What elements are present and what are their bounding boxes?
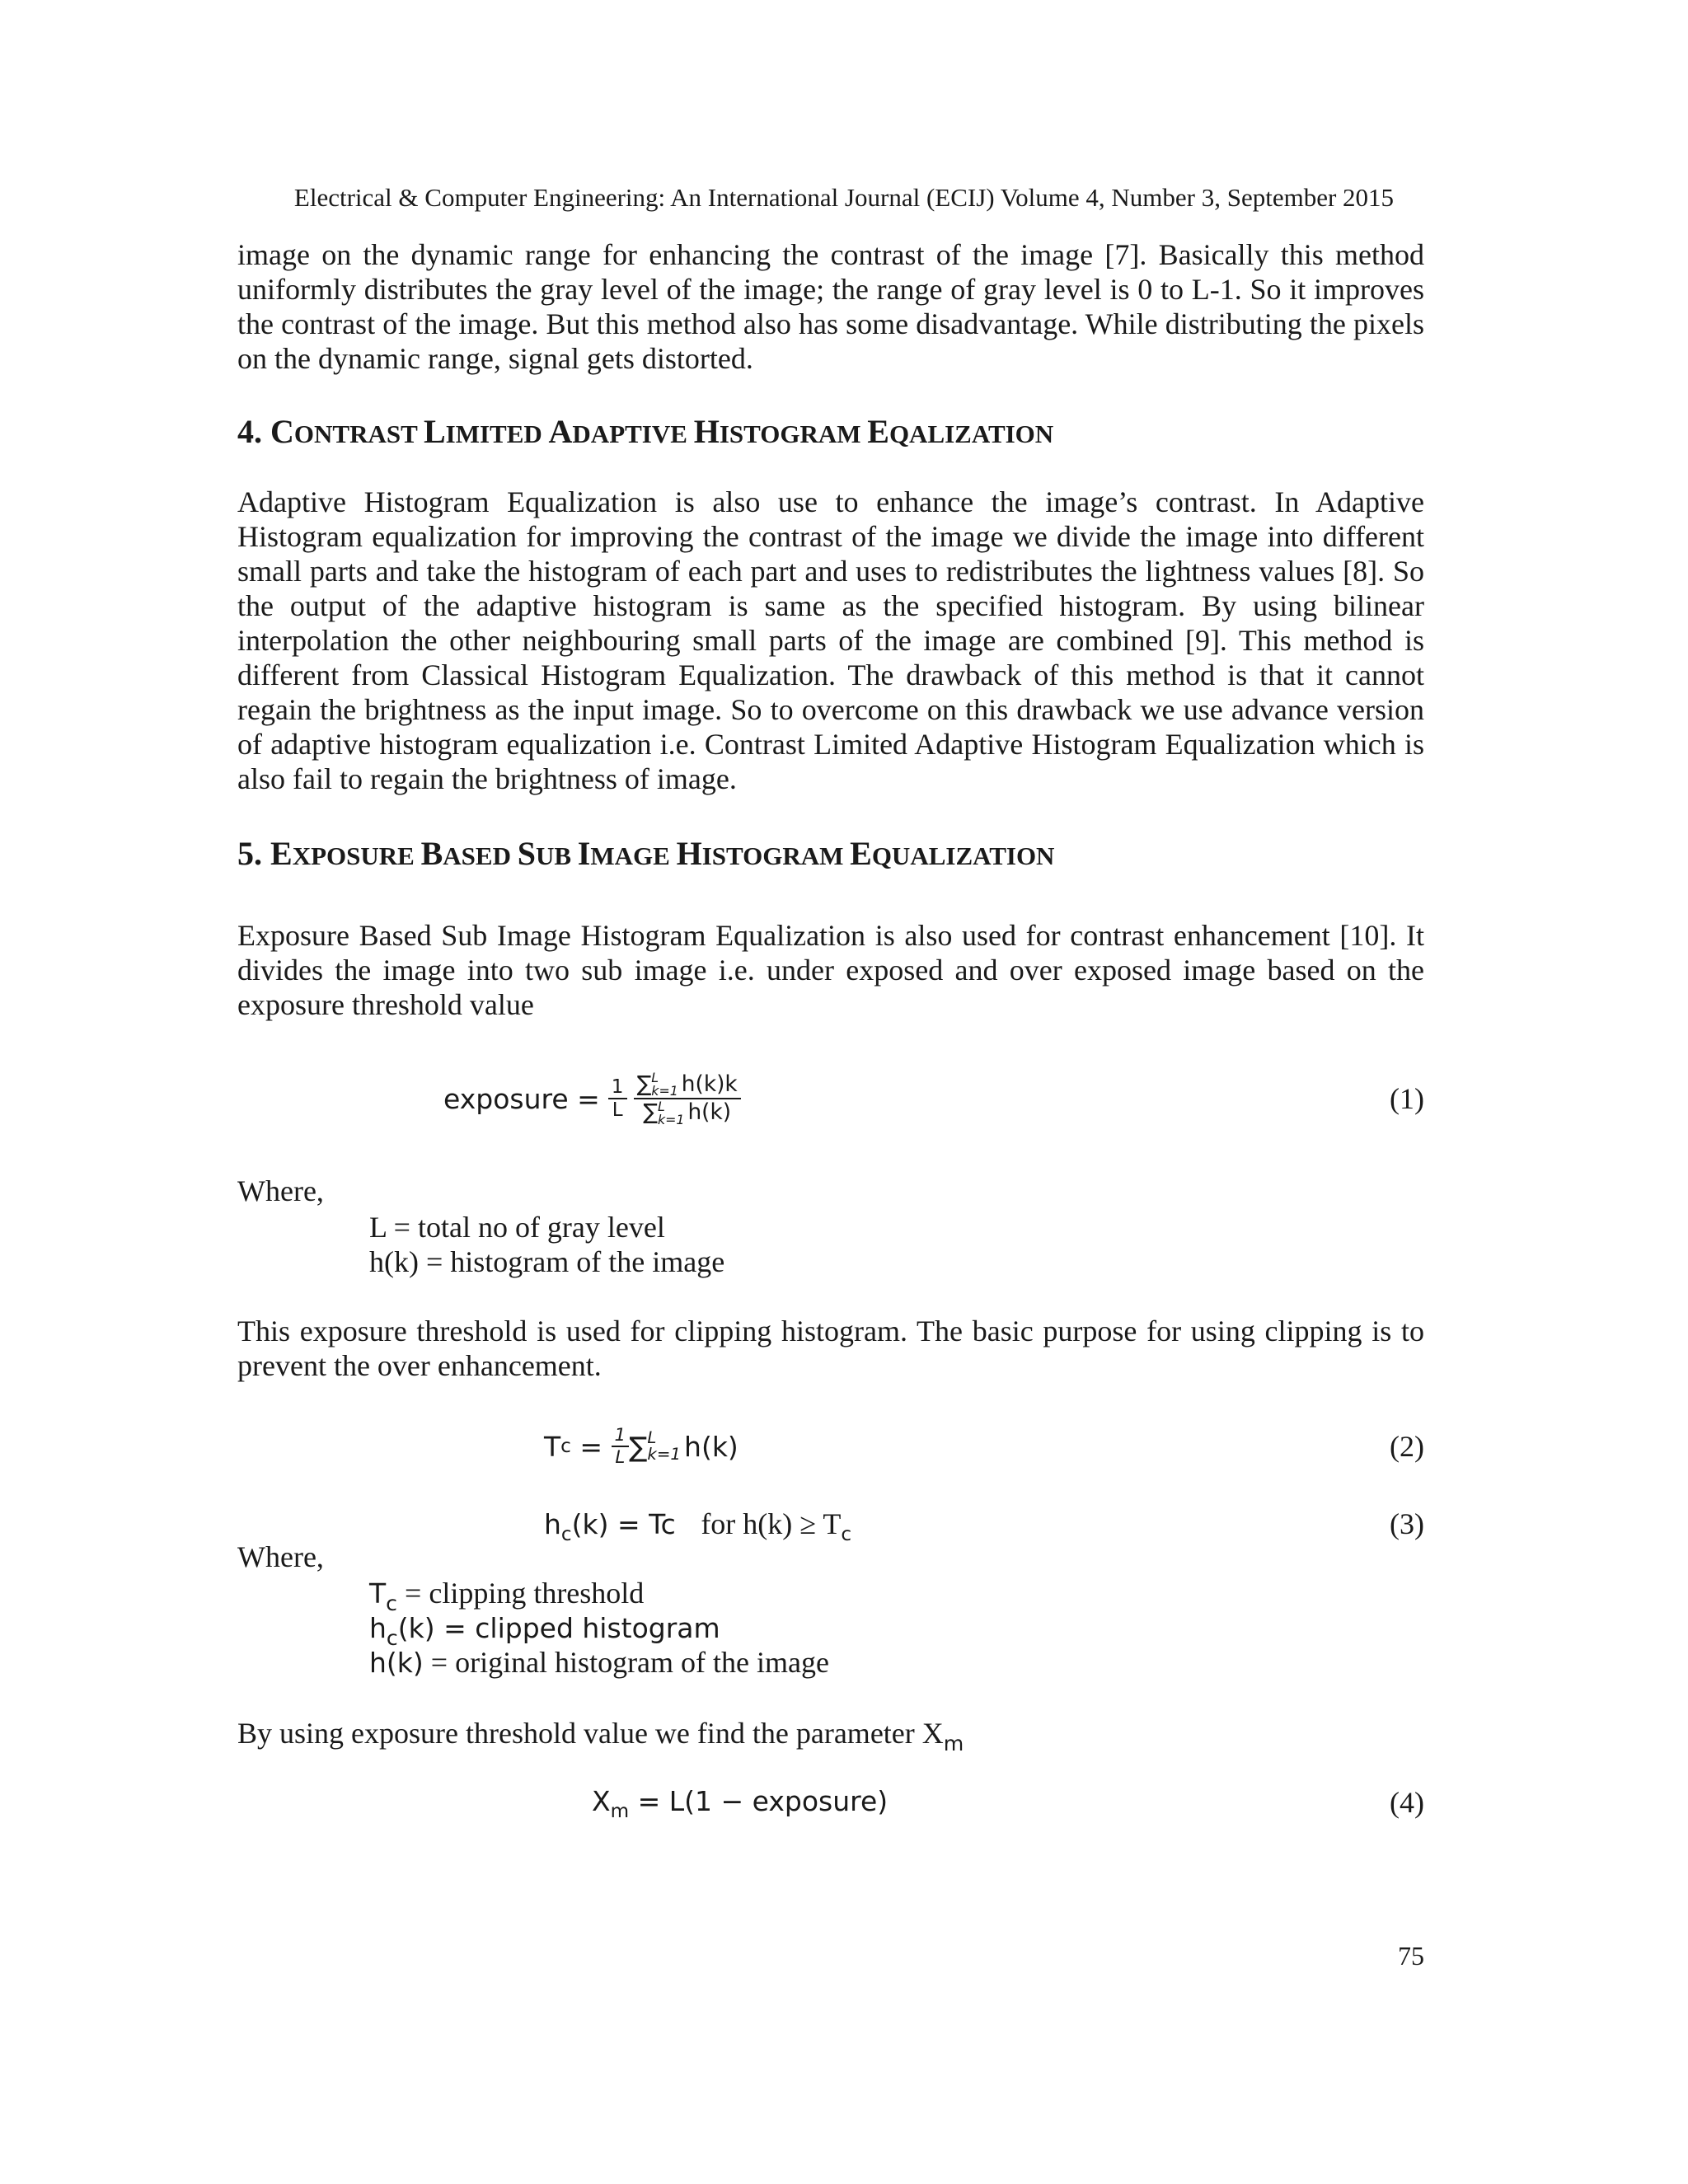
section-4-paragraph: Adaptive Histogram Equalization is also use to enhance the image’s contrast. In Adaptive Histogram equalization for improving the contrast of the image we divide the image into different small parts and take the histogram of each part and uses to redistributes the lightness values [8]. So the output of the adaptive histogram is same as the specified histogram. By using bilinear interpolation the other neighbouring small parts of the image are combined [9]. This method is different from Classical Histogram Equalization. The drawback of this method is that it cannot regain the brightness as the input image. So to overcome on this drawback we use advance version of adaptive histogram equalization i.e. Contrast Limited Adaptive Histogram Equalization which is also fail to regain the brightness of image. xyxy=(237,485,1424,795)
section-5-paragraph-2: This exposure threshold is used for clipping histogram. The basic purpose for using clipping is to prevent the over enhancement. xyxy=(237,1315,1424,1382)
definition-hk-original: h(k) = original histogram of the image xyxy=(369,1646,829,1679)
equation-1-number: (1) xyxy=(1390,1082,1424,1115)
equation-3: $h_c(k) = Tc$ for $h(k) \ge T_c$ (3) xyxy=(544,1507,1424,1546)
eq1-lhs: exposure = xyxy=(443,1082,600,1115)
section-5-paragraph-3: By using exposure threshold value we find the parameter $X_m$ xyxy=(237,1717,964,1755)
equation-2-number: (2) xyxy=(1390,1430,1424,1463)
eq1-one-over-L: $\frac{1}{L}$ xyxy=(608,1076,627,1121)
where-label-2: Where, xyxy=(237,1540,324,1573)
section-5-heading: 5. EXPOSURE BASED SUB IMAGE HISTOGRAM EQUALIZATION xyxy=(237,835,1055,872)
definition-hk: h(k) = histogram of the image xyxy=(369,1245,725,1278)
intro-paragraph: image on the dynamic range for enhancing the contrast of the image [7]. Basically this method uniformly distributes the gray level of the image; the range of gray level is 0 to L-1. So it improves the contrast of the image. But this method also has some disadvantage. While distributing the pixels on the dynamic range, signal gets distorted. xyxy=(237,238,1424,375)
running-header: Electrical & Computer Engineering: An International Journal (ECIJ) Volume 4, Number 3, September 2015 xyxy=(293,183,1395,212)
equation-4: $X_m = L(1$ − exposure) (4) xyxy=(592,1785,1424,1823)
definition-L: L = total no of gray level xyxy=(369,1211,665,1244)
equation-1 xyxy=(237,1062,1424,1136)
eq1-main-fraction: ∑ L k=1 h(k)k ∑ L k=1 h(k) xyxy=(634,1071,741,1127)
where-label-1: Where, xyxy=(237,1174,324,1207)
equation-4-number: (4) xyxy=(1390,1786,1424,1819)
equation-3-number: (3) xyxy=(1390,1507,1424,1540)
definition-Tc: $T_c$ = clipping threshold xyxy=(369,1577,645,1615)
definition-hc: $h_c(k)$ = clipped histogram xyxy=(369,1612,720,1650)
equation-2: T c = $\frac{1}{L}$ ∑ L k=1 h(k) (2) xyxy=(544,1425,1424,1468)
eq2-one-over-L: $\frac{1}{L}$ xyxy=(612,1425,630,1468)
section-4-heading: 4. CONTRAST LIMITED ADAPTIVE HISTOGRAM EQALIZATION xyxy=(237,413,1054,450)
section-5-paragraph-1: Exposure Based Sub Image Histogram Equalization is also used for contrast enhancement [10]. It divides the image into two sub image i.e. under exposed and over exposed image based on the exposure threshold value xyxy=(237,919,1424,1021)
page-number: 75 xyxy=(1398,1941,1424,1971)
